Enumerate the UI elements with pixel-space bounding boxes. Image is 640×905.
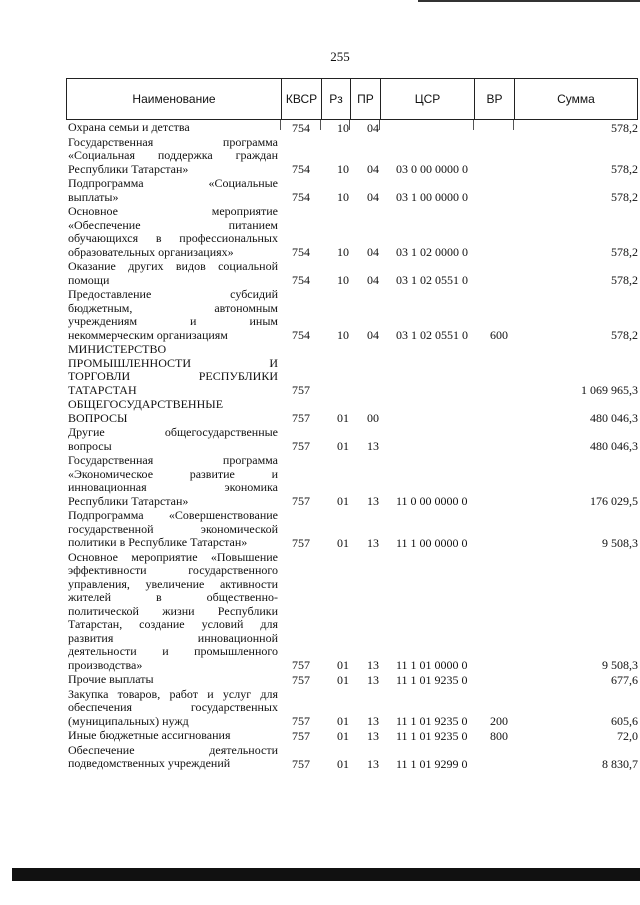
cell-csr: 11 0 00 0000 0 [396, 494, 468, 508]
cell-pr: 04 [367, 273, 379, 287]
bottom-bar [12, 868, 640, 881]
row-name [68, 551, 278, 673]
table-row [66, 673, 638, 687]
row-name-line: (муниципальных) нужд [68, 713, 189, 728]
header-kvsr: КВСР [281, 79, 321, 119]
cell-kvsr: 754 [292, 328, 310, 342]
header-name: Наименование [132, 92, 216, 106]
table-row [66, 177, 638, 204]
table-row [66, 343, 638, 397]
row-name [68, 177, 278, 204]
cell-pr: 04 [367, 245, 379, 259]
row-name-line: вопросы [68, 438, 112, 453]
cell-csr [396, 411, 486, 425]
cell-rz: 10 [337, 120, 349, 135]
row-name-line: учреждениям и иным [68, 314, 278, 328]
row-name [68, 426, 278, 453]
cell-pr: 13 [367, 756, 379, 771]
cell-rz: 10 [337, 328, 349, 342]
table-row [66, 509, 638, 550]
cell-rz: 01 [337, 439, 349, 453]
cell-kvsr: 757 [292, 658, 310, 672]
row-name-line: Закупка товаров, работ и услуг для [68, 686, 278, 701]
row-name-line: Подпрограмма «Социальные [68, 176, 278, 190]
cell-sum: 72,0 [617, 728, 638, 743]
page-number: 255 [330, 49, 350, 64]
cell-csr [396, 383, 486, 397]
cell-sum: 9 508,3 [602, 658, 638, 672]
cell-kvsr: 754 [292, 245, 310, 259]
row-name-line: помощи [68, 272, 110, 287]
cell-kvsr: 757 [292, 439, 310, 453]
row-name-line: Государственная программа [68, 134, 278, 149]
row-name-line: выплаты» [68, 189, 119, 204]
row-name-line: политики в Республике Татарстан» [68, 535, 248, 549]
cell-sum: 578,2 [611, 190, 638, 204]
row-name [68, 343, 278, 397]
cell-sum: 8 830,7 [602, 756, 638, 771]
cell-kvsr: 754 [292, 120, 310, 135]
cell-sum: 578,2 [611, 328, 638, 342]
cell-csr [396, 121, 486, 135]
row-name-line: образовательных организациях» [68, 244, 234, 259]
cell-rz: 01 [337, 535, 349, 550]
cell-pr: 04 [367, 162, 379, 176]
cell-rz: 01 [337, 728, 349, 743]
row-name-line: «Экономическое развитие и [68, 466, 278, 481]
cell-rz: 10 [337, 245, 349, 259]
cell-sum: 9 508,3 [602, 535, 638, 550]
cell-kvsr: 757 [292, 535, 310, 550]
cell-csr: 03 0 00 0000 0 [396, 162, 468, 176]
cell-kvsr: 754 [292, 190, 310, 204]
row-name [68, 398, 278, 425]
row-name-line: ТОРГОВЛИ РЕСПУБЛИКИ [68, 369, 278, 383]
cell-kvsr: 757 [292, 714, 310, 728]
cell-csr: 11 1 01 9299 0 [396, 756, 468, 771]
cell-kvsr: 757 [292, 672, 310, 687]
row-name-line: политической жизни Республики [68, 603, 278, 618]
row-name-line: ТАТАРСТАН [68, 382, 137, 397]
cell-kvsr: 754 [292, 162, 310, 176]
cell-pr: 00 [367, 411, 379, 425]
cell-csr [396, 439, 486, 453]
cell-sum: 176 029,5 [590, 494, 638, 508]
cell-rz: 01 [337, 756, 349, 771]
cell-pr: 13 [367, 658, 379, 672]
table-row [66, 551, 638, 673]
table-row [66, 136, 638, 177]
cell-csr: 11 1 01 9235 0 [396, 728, 468, 743]
row-name-line: Татарстан, создание условий для [68, 617, 278, 631]
row-name-line: Государственная программа [68, 453, 278, 467]
cell-rz: 10 [337, 190, 349, 204]
cell-csr: 03 1 02 0551 0 [396, 328, 468, 342]
row-name-line: «Обеспечение питанием [68, 217, 278, 232]
cell-kvsr: 754 [292, 273, 310, 287]
cell-csr: 03 1 02 0551 0 [396, 273, 468, 287]
cell-vr: 200 [490, 714, 508, 728]
cell-pr: 04 [367, 120, 379, 135]
row-name-line: эффективности государственного [68, 563, 278, 577]
row-name-line: Республики Татарстан» [68, 161, 189, 176]
row-name-line: подведомственных учреждений [68, 756, 231, 770]
row-name-line: обучающихся в профессиональных [68, 231, 278, 245]
cell-csr: 11 1 01 9235 0 [396, 672, 468, 687]
row-name-line: деятельности и промышленного [68, 644, 278, 658]
cell-pr: 13 [367, 494, 379, 508]
cell-csr: 03 1 00 0000 0 [396, 190, 468, 204]
cell-pr: 13 [367, 728, 379, 743]
row-name-line: ВОПРОСЫ [68, 410, 128, 425]
row-name-line: Республики Татарстан» [68, 493, 189, 508]
cell-rz: 01 [337, 672, 349, 687]
cell-sum: 677,6 [611, 672, 638, 687]
cell-kvsr: 757 [292, 411, 310, 425]
cell-rz: 01 [337, 714, 349, 728]
cell-csr: 11 1 00 0000 0 [396, 535, 468, 550]
cell-rz: 10 [337, 273, 349, 287]
row-name-line: Другие общегосударственные [68, 425, 278, 439]
row-name-line: Подпрограмма «Совершенствование [68, 508, 278, 522]
row-name [68, 454, 278, 508]
table-row [66, 426, 638, 453]
cell-rz: 10 [337, 162, 349, 176]
row-name-line: Оказание других видов социальной [68, 259, 278, 273]
row-name-line: некоммерческим организациям [68, 327, 228, 342]
row-name-line: Основное мероприятие «Повышение [68, 549, 278, 564]
row-name-line: производства» [68, 657, 143, 672]
cell-pr: 13 [367, 714, 379, 728]
table-row [66, 398, 638, 425]
table-row [66, 688, 638, 729]
cell-pr: 04 [367, 328, 379, 342]
row-name [68, 729, 278, 743]
cell-sum: 480 046,3 [590, 411, 638, 425]
table-row [66, 205, 638, 259]
row-name-line: жителей в общественно- [68, 590, 278, 604]
table-row [66, 121, 638, 135]
row-name-line: Прочие выплаты [68, 672, 154, 686]
table-header [66, 78, 638, 120]
row-name-line: обеспечения государственных [68, 700, 278, 714]
cell-pr: 13 [367, 439, 379, 453]
cell-csr: 11 1 01 0000 0 [396, 658, 468, 672]
header-vr: ВР [474, 79, 514, 119]
table-row [66, 260, 638, 287]
row-name-line: развития инновационной [68, 630, 278, 645]
table-row [66, 729, 638, 743]
table-row [66, 288, 638, 342]
top-rule [418, 0, 640, 2]
cell-pr: 04 [367, 190, 379, 204]
row-name-line: Иные бюджетные ассигнования [68, 728, 231, 742]
cell-sum: 605,6 [611, 714, 638, 728]
cell-vr: 600 [490, 328, 508, 342]
row-name-line: Основное мероприятие [68, 204, 278, 218]
row-name [68, 121, 278, 135]
header-csr: ЦСР [380, 79, 474, 119]
row-name-line: МИНИСТЕРСТВО [68, 342, 167, 356]
row-name-line: инновационная экономика [68, 480, 278, 494]
row-name [68, 509, 278, 550]
table-row [66, 744, 638, 771]
cell-rz: 01 [337, 411, 349, 425]
row-name-line: Охрана семьи и детства [68, 120, 190, 134]
row-name-line: «Социальная поддержка граждан [68, 148, 278, 162]
row-name [68, 688, 278, 729]
cell-kvsr: 757 [292, 728, 310, 743]
header-sum: Сумма [514, 79, 637, 119]
cell-rz: 01 [337, 494, 349, 508]
cell-sum: 578,2 [611, 245, 638, 259]
header-pr: ПР [350, 79, 380, 119]
cell-sum: 578,2 [611, 120, 638, 135]
row-name [68, 288, 278, 342]
cell-sum: 578,2 [611, 162, 638, 176]
cell-vr: 800 [490, 728, 508, 743]
cell-kvsr: 757 [292, 756, 310, 771]
cell-rz: 01 [337, 658, 349, 672]
header-rz: Рз [321, 79, 350, 119]
row-name [68, 136, 278, 177]
cell-pr: 13 [367, 672, 379, 687]
cell-csr: 03 1 02 0000 0 [396, 245, 468, 259]
row-name [68, 205, 278, 259]
table-row [66, 454, 638, 508]
row-name-line: Предоставление субсидий [68, 287, 278, 301]
cell-kvsr: 757 [292, 383, 310, 397]
row-name-line: государственной экономической [68, 521, 278, 536]
row-name-line: ОБЩЕГОСУДАРСТВЕННЫЕ [68, 397, 224, 411]
cell-sum: 480 046,3 [590, 439, 638, 453]
cell-sum: 578,2 [611, 273, 638, 287]
row-name [68, 260, 278, 287]
cell-pr: 13 [367, 535, 379, 550]
row-name-line: Обеспечение деятельности [68, 742, 278, 757]
row-name-line: управления, увеличение активности [68, 576, 278, 591]
row-name [68, 673, 278, 687]
row-name [68, 744, 278, 771]
cell-kvsr: 757 [292, 494, 310, 508]
row-name-line: бюджетным, автономным [68, 300, 278, 315]
row-name-line: ПРОМЫШЛЕННОСТИ И [68, 355, 278, 370]
cell-sum: 1 069 965,3 [581, 383, 638, 397]
cell-csr: 11 1 01 9235 0 [396, 714, 468, 728]
